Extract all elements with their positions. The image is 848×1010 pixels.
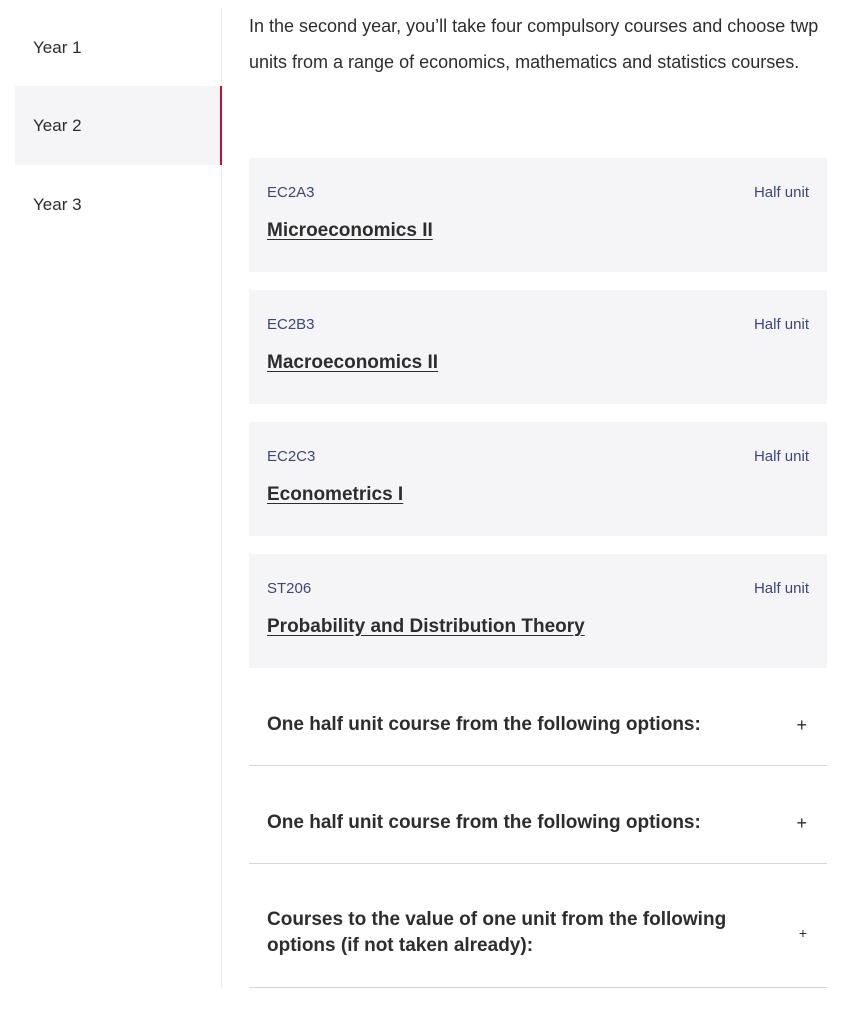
course-title-link[interactable]: Macroeconomics II <box>267 352 439 373</box>
course-code: ST206 <box>267 580 312 597</box>
tab-label: Year 2 <box>33 115 82 135</box>
options-accordion[interactable] <box>249 680 827 766</box>
course-unit: Half unit <box>753 580 809 597</box>
accordion-title: One half unit course from the following options: <box>267 812 701 833</box>
accordion-title: Courses to the value of one unit from the following options (if not taken already): <box>267 909 727 956</box>
tab-label: Year 1 <box>33 37 82 57</box>
accordion-title: One half unit course from the following options: <box>267 714 701 735</box>
course-card <box>249 554 827 668</box>
tab-year-1[interactable] <box>15 8 221 87</box>
plus-icon[interactable]: + <box>798 925 807 941</box>
tab-year-2[interactable] <box>15 86 222 165</box>
course-unit: Half unit <box>753 184 809 201</box>
intro-text: In the second year, you’ll take four compulsory courses and choose twp units from a range of economics, mathematics and statistics courses. <box>249 16 819 72</box>
options-accordion[interactable] <box>249 766 827 864</box>
course-card <box>249 422 827 536</box>
course-code: EC2C3 <box>267 448 316 465</box>
tab-year-3[interactable] <box>15 165 221 244</box>
course-unit: Half unit <box>753 316 809 333</box>
course-title-link[interactable]: Probability and Distribution Theory <box>267 616 585 637</box>
course-unit: Half unit <box>753 448 809 465</box>
year-tabs <box>15 8 222 988</box>
course-title-link[interactable]: Microeconomics II <box>267 220 433 241</box>
plus-icon[interactable]: + <box>796 813 807 833</box>
tab-label: Year 3 <box>33 194 82 214</box>
course-code: EC2B3 <box>267 316 315 333</box>
options-accordion[interactable] <box>249 864 827 988</box>
plus-icon[interactable]: + <box>796 715 807 735</box>
course-card <box>249 158 827 272</box>
course-title-link[interactable]: Econometrics I <box>267 484 404 505</box>
course-code: EC2A3 <box>267 184 315 201</box>
course-card <box>249 290 827 404</box>
